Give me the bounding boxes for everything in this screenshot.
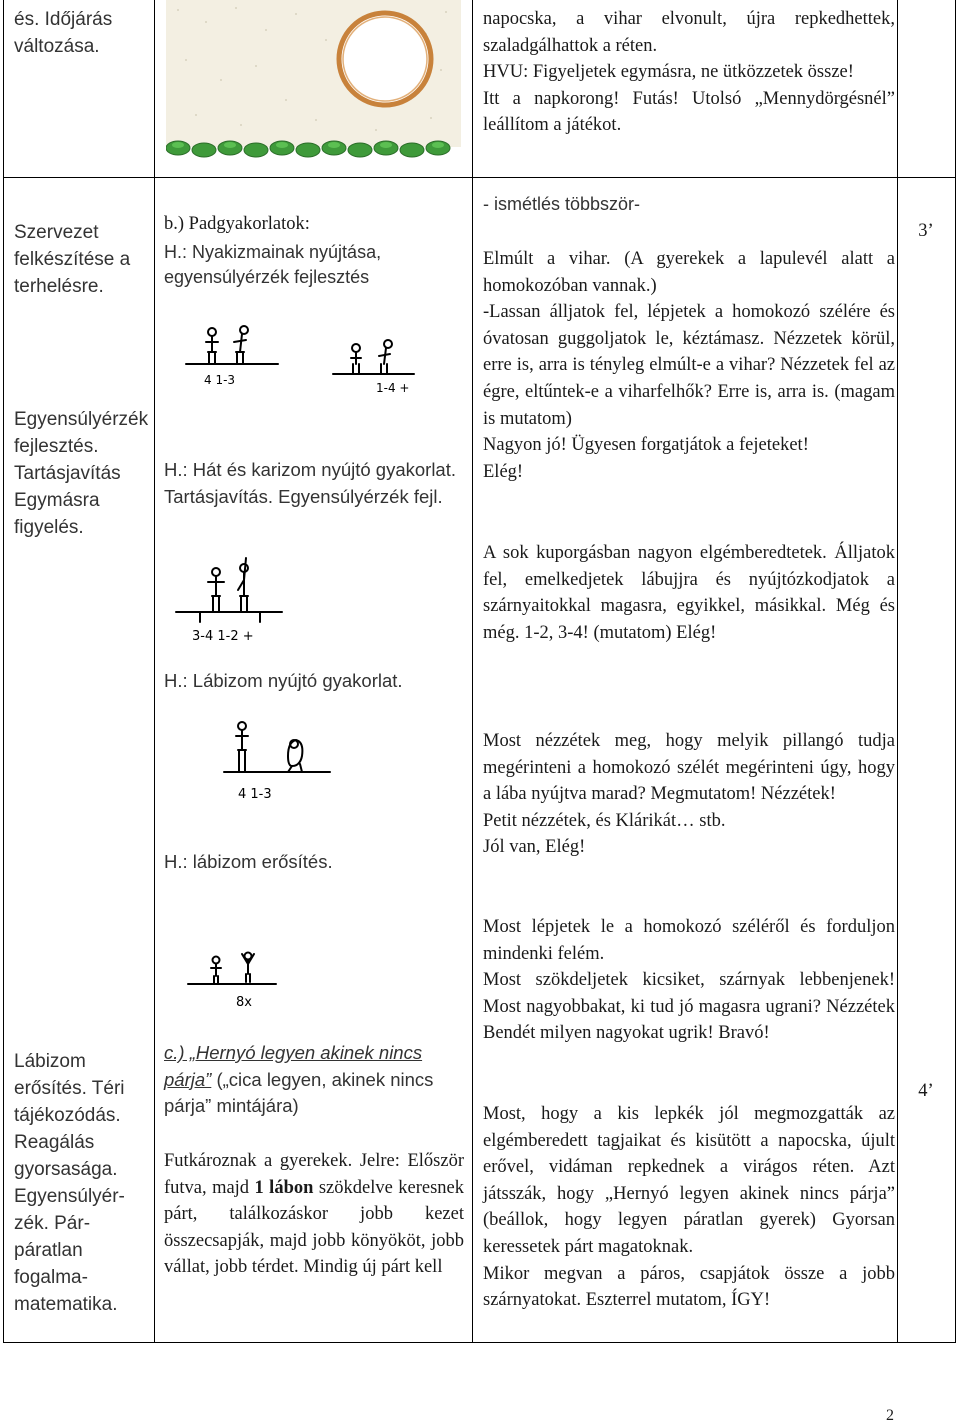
step-down-line-2: Most szökdeljetek kicsiket, szárnyak lebbenjenek! Most nagyobbakat, ki tud jó magasra ugrani? Nézzétek Bendét milyen nagyokat ugrik! Bravó! xyxy=(483,970,895,1044)
column-divider-1 xyxy=(154,0,155,1343)
bench-exercises-title: b.) Padgyakorlatok: xyxy=(164,214,310,234)
neck-stretch-left-label: 4 1-3 xyxy=(204,373,236,387)
leg-strength-text: H.: lábizom erősítés. xyxy=(164,851,333,872)
table-border-right xyxy=(955,0,956,1343)
butterfly-touch-line-3: Jól van, Elég! xyxy=(483,837,586,858)
page-number: 2 xyxy=(886,1407,894,1424)
column-divider-2 xyxy=(472,0,473,1343)
row1-activity-text xyxy=(483,6,895,139)
back-arm-stretch-label: 3-4 1-2 + xyxy=(192,629,254,644)
row1-goal-text: és. Időjárás változása. xyxy=(14,9,113,57)
row2-goal-text-b: Egyensúlyérzék fejlesztés. Tartásjavítás Egymásra figyelés. xyxy=(14,409,149,538)
storm-over-line-1: Elmúlt a vihar. (A gyerekek a lapulevél alatt a homokozóban vannak.) xyxy=(483,249,895,296)
caterpillar-instructions-text xyxy=(483,1101,895,1314)
row2-duration: 3’ xyxy=(918,221,934,241)
storm-over-line-4: Elég! xyxy=(483,461,524,482)
step-down-line-1: Most lépjetek le a homokozó széléről és forduljon mindenki felém. xyxy=(483,917,895,964)
jumping-label: 8x xyxy=(236,995,252,1010)
repeat-note: - ismétlés többször- xyxy=(483,194,641,214)
butterfly-touch-line-2: Petit nézzétek, és Klárikát… stb. xyxy=(483,810,726,831)
caterpillar-game-body-1: Futkároznak a gyerekek. Jelre: Először futva, majd xyxy=(164,1151,464,1198)
row2-goal-text-a: Szervezet felkészítése a terhelésre. xyxy=(14,222,131,297)
sandbox-illustration xyxy=(166,0,461,160)
row-divider-1 xyxy=(3,177,956,178)
neck-stretch-text: H.: Nyakizmainak nyújtása, egyensúlyérzék fejlesztés xyxy=(164,242,382,287)
leg-stretch-text: H.: Lábizom nyújtó gyakorlat. xyxy=(164,670,403,691)
caterpillar-instructions-line-2: Mikor megvan a páros, csapjátok össze a jobb szárnyatokat. Eszterrel mutatom, ÍGY! xyxy=(483,1263,895,1311)
jumping-figure xyxy=(186,950,282,1020)
neck-stretch-right-label: 1-4 + xyxy=(376,381,410,395)
row3-goal-text: Lábizom erősítés. Téri tájékozódás. Reagálás gyorsasága. Egyensúlyér-zék. Pár-páratlan fogalma-matematika. xyxy=(14,1051,125,1315)
butterfly-touch-line-1: Most nézzétek meg, hogy melyik pillangó tudja megérinteni a homokozó szélét megérinteni úgy, hogy a lába nyújtva marad? Megmutatom! Nézzétek! xyxy=(483,731,895,805)
back-arm-stretch-figure xyxy=(172,556,292,648)
caterpillar-game-heading xyxy=(164,1040,464,1120)
back-arm-stretch-text: H.: Hát és karizom nyújtó gyakorlat. Tartásjavítás. Egyensúlyérzék fejl. xyxy=(164,459,456,507)
column-divider-3 xyxy=(897,0,898,1343)
caterpillar-game-title: c.) „Hernyó legyen akinek nincs párja” xyxy=(164,1042,423,1090)
caterpillar-game-subtitle: („cica legyen, akinek nincs párja” mintájára) xyxy=(164,1068,434,1116)
leg-stretch-figure xyxy=(222,716,342,806)
row3-duration: 4’ xyxy=(918,1081,934,1101)
row1-activity-line-1: napocska, a vihar elvonult, újra repkedhettek, szaladgálhattok a réten. xyxy=(483,9,895,56)
caterpillar-game-body-bold: 1 lábon xyxy=(254,1177,314,1198)
caterpillar-instructions-line-1: Most, hogy a kis lepkék jól megmozgatták az elgémberedett tagjaikat és kisütött a napocska, újult erővel, vidáman repkednek a virágos réten. Azt játsszák, hogy „Hernyó legyen akinek nincs párja” (beállok, hogy legyen páratlan gyerek) Gyorsan keressetek párt magatoknak. xyxy=(483,1104,895,1257)
caterpillar-game-body xyxy=(164,1148,464,1281)
step-down-text xyxy=(483,914,895,1047)
butterfly-touch-text xyxy=(483,728,895,861)
leg-stretch-label: 4 1-3 xyxy=(238,787,272,802)
storm-over-line-2: -Lassan álljatok fel, lépjetek a homokozó szélére és óvatosan guggoljatok le, kéztámasz. Nézzetek körül, erre is, arra is tényleg elmúlt-e a vihar? Nézzetek fel az égre, eltűntek-e a viharfelhők? Erre is, arra is. (magam is mutatom) xyxy=(483,302,895,429)
storm-over-text xyxy=(483,246,895,485)
neck-stretch-figure xyxy=(178,318,418,408)
row1-activity-line-3: Itt a napkorong! Futás! Utolsó „Mennydörgésnél” leállítom a játékot. xyxy=(483,88,895,136)
storm-over-line-3: Nagyon jó! Ügyesen forgatjátok a fejeteket! xyxy=(483,435,809,456)
row1-activity-line-2: HVU: Figyeljetek egymásra, ne ütközzetek össze! xyxy=(483,62,854,83)
table-border-bottom xyxy=(3,1342,956,1343)
stretch-up-text: A sok kuporgásban nagyon elgémberedtetek. Álljatok fel, emelkedjetek lábujjra és nyújtózkodjatok a szárnyaitokkal magasra, egyikkel, másikkal. Még és még. 1-2, 3-4! (mutatom) Elég! xyxy=(483,543,895,643)
caterpillar-game-body-2: szökdelve keresnek párt, találkozáskor jobb kezet összecsapják, majd jobb könyököt, jobb vállat, jobb térdet. Mindig új párt kell xyxy=(164,1177,464,1278)
table-border-left xyxy=(3,0,4,1343)
